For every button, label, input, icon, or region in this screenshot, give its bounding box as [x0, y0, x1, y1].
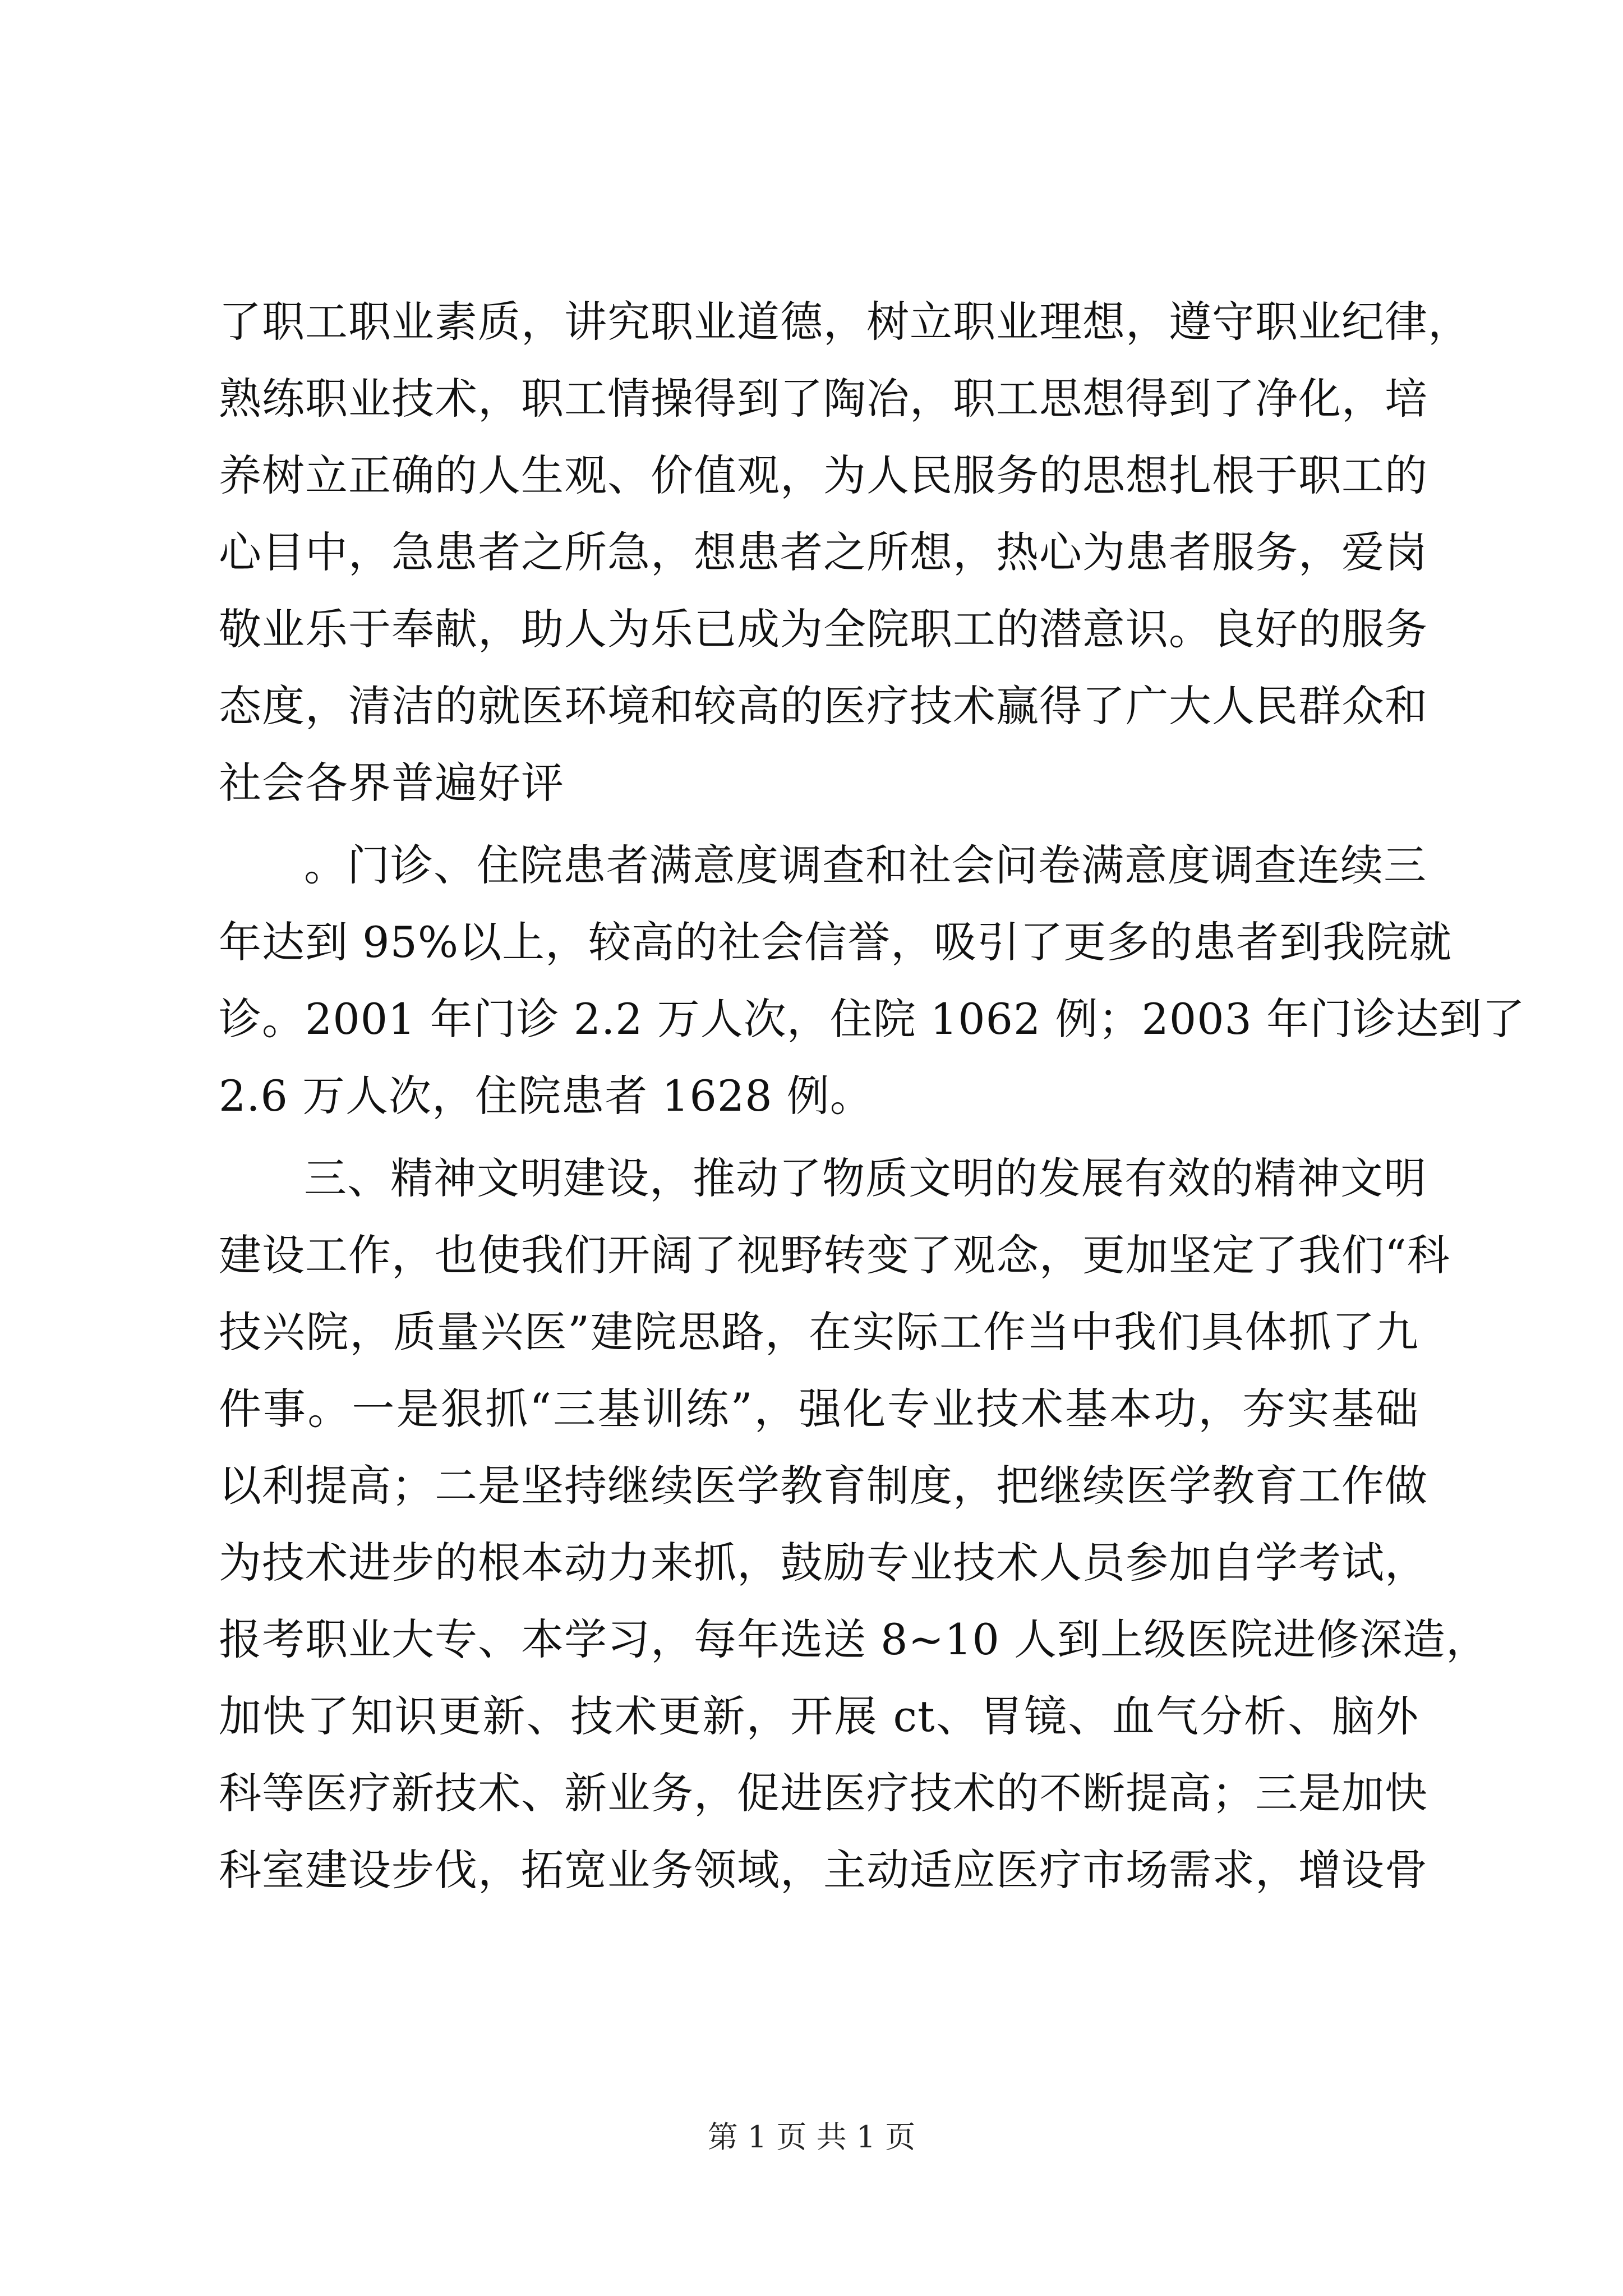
- text-line: 建设工作，也使我们开阔了视野转变了观念，更加坚定了我们“科: [219, 1230, 1450, 1280]
- text-line: 技兴院，质量兴医”建院思路，在实际工作当中我们具体抓了九: [219, 1307, 1419, 1357]
- text-line: 2.6 万人次，住院患者 1628 例。: [219, 1071, 873, 1121]
- paragraph-1: [219, 283, 1471, 821]
- text-line: 科室建设步伐，拓宽业务领域，主动适应医疗市场需求，增设骨: [219, 1845, 1428, 1895]
- paragraph-3: [219, 1140, 1490, 1908]
- text-line: 诊。2001 年门诊 2.2 万人次，住院 1062 例；2003 年门诊达到了: [219, 994, 1526, 1044]
- text-line: 态度，清洁的就医环境和较高的医疗技术赢得了广大人民群众和: [219, 681, 1428, 731]
- page-number-footer: 第 1 页 共 1 页: [707, 2119, 916, 2155]
- text-line: 件事。一是狠抓“三基训练”，强化专业技术基本功，夯实基础: [219, 1384, 1419, 1434]
- paragraph-2: [219, 827, 1526, 1134]
- text-line: 三、精神文明建设，推动了物质文明的发展有效的精神文明: [304, 1153, 1427, 1203]
- text-line: 敬业乐于奉献，助人为乐已成为全院职工的潜意识。良好的服务: [219, 604, 1428, 654]
- text-line: 社会各界普遍好评: [219, 758, 564, 808]
- text-line: 报考职业大专、本学习，每年选送 8~10 人到上级医院进修深造，: [219, 1614, 1490, 1664]
- text-line: 年达到 95%以上，较高的社会信誉，吸引了更多的患者到我院就: [219, 917, 1453, 967]
- text-line: 养树立正确的人生观、价值观，为人民服务的思想扎根于职工的: [219, 450, 1428, 500]
- text-line: 熟练职业技术，职工情操得到了陶冶，职工思想得到了净化，培: [219, 374, 1428, 424]
- text-line: 科等医疗新技术、新业务，促进医疗技术的不断提高；三是加快: [219, 1768, 1428, 1818]
- body-text: [219, 283, 1526, 1908]
- text-line: 心目中，急患者之所急，想患者之所想，热心为患者服务，爱岗: [219, 527, 1428, 577]
- text-line: 了职工职业素质，讲究职业道德，树立职业理想，遵守职业纪律，: [219, 297, 1471, 347]
- text-line: 为技术进步的根本动力来抓，鼓励专业技术人员参加自学考试，: [219, 1538, 1428, 1588]
- text-line: 以利提高；二是坚持继续医学教育制度，把继续医学教育工作做: [219, 1461, 1428, 1511]
- text-line: 。门诊、住院患者满意度调查和社会问卷满意度调查连续三: [304, 840, 1427, 890]
- text-line: 加快了知识更新、技术更新，开展 ct、胃镜、血气分析、脑外: [219, 1691, 1419, 1741]
